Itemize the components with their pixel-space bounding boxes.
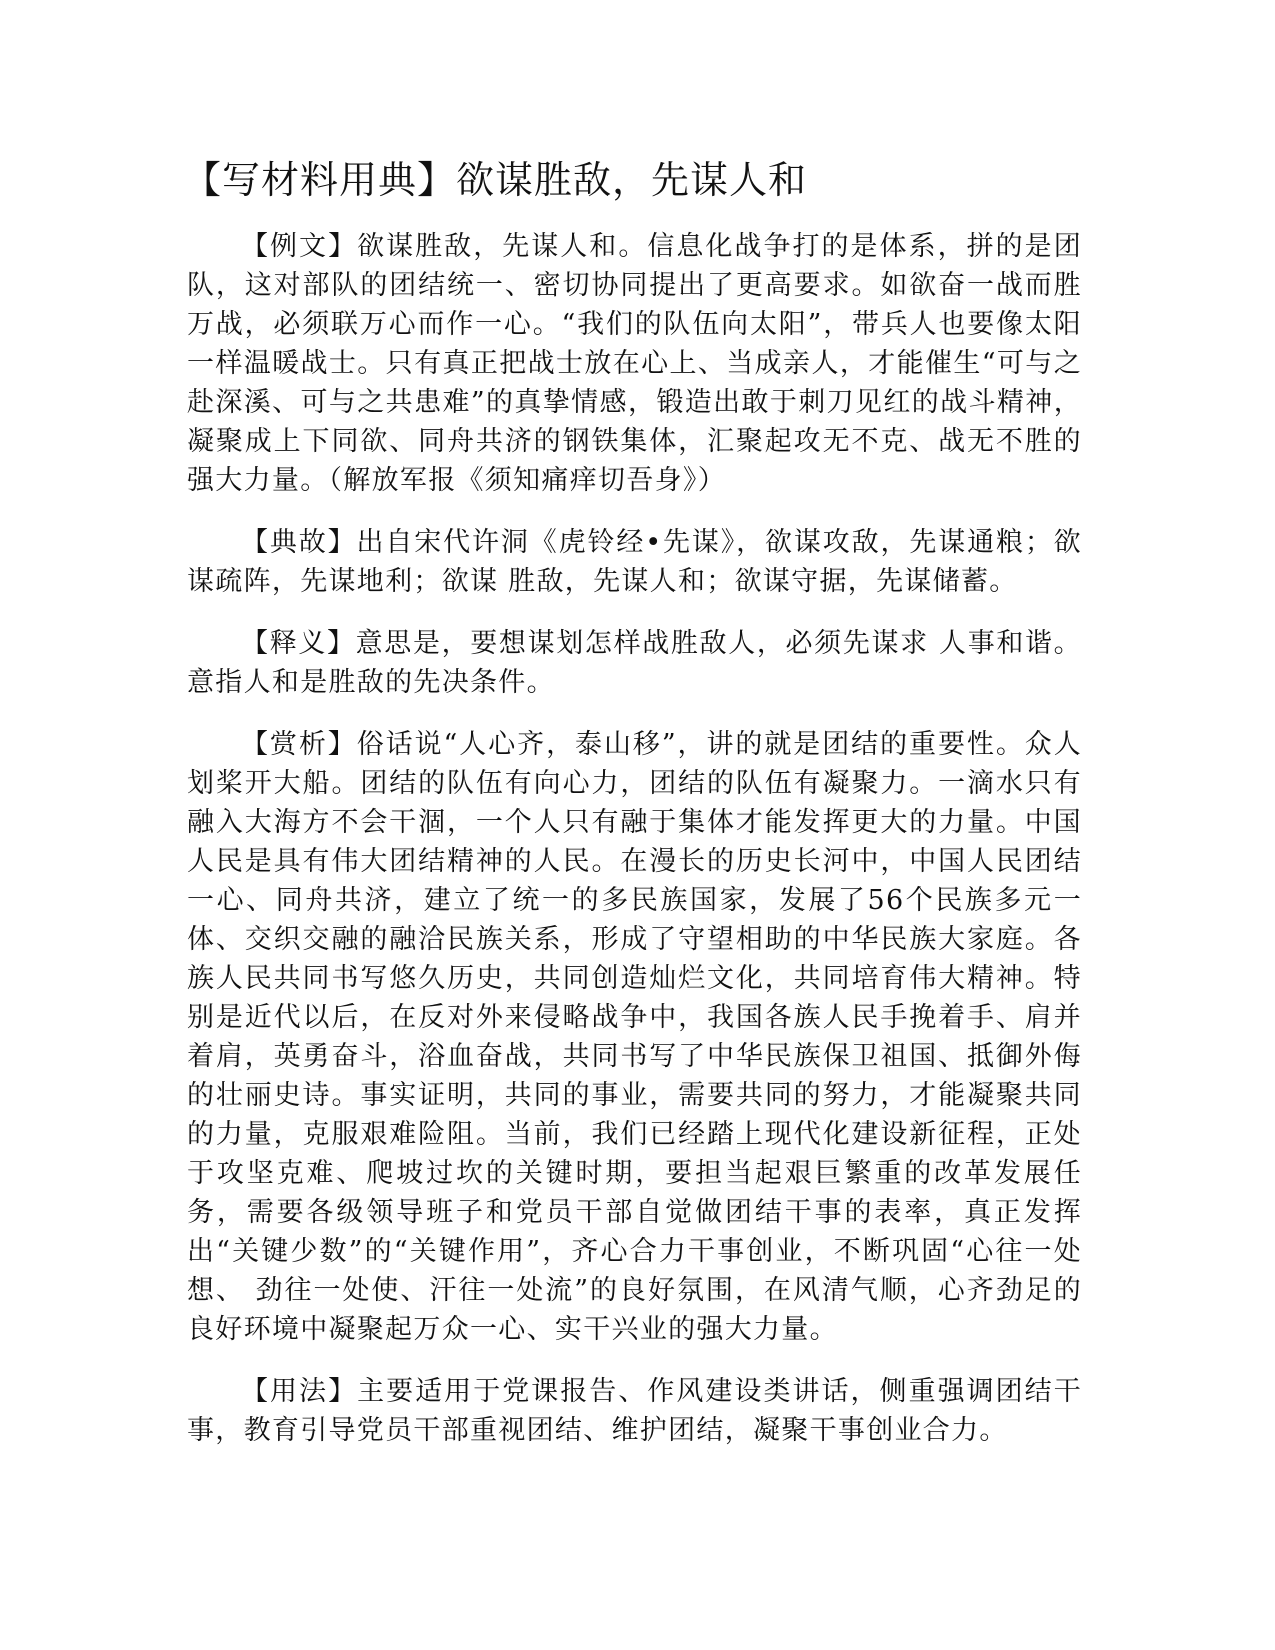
- meaning-paragraph: 【释义】意思是，要想谋划怎样战胜敌人，必须先谋求 人事和谐。意指人和是胜敌的先决条件。: [187, 628, 1082, 698]
- document-title: 【写材料用典】欲谋胜敌，先谋人和: [183, 158, 808, 202]
- example-paragraph: 【例文】欲谋胜敌，先谋人和。信息化战争打的是体系，拼的是团队，这对部队的团结统一、密切协同提出了更高要求。如欲奋一战而胜万战，必须联万心而作一心。“我们的队伍向太阳”，带兵人也要像太阳一样温暖战士。只有真正把战士放在心上、当成亲人，才能催生“可与之赴深溪、可与之共患难”的真挚情感，锻造出敢于刺刀见红的战斗精神，凝聚成上下同欲、同舟共济的钢铁集体，汇聚起攻无不克、战无不胜的强大力量。（解放军报《须知痛痒切吾身》）: [187, 231, 1082, 496]
- usage-paragraph: 【用法】主要适用于党课报告、作风建设类讲话，侧重强调团结干事，教育引导党员干部重视团结、维护团结，凝聚干事创业合力。: [187, 1376, 1082, 1446]
- appreciation-paragraph: 【赏析】俗话说“人心齐，泰山移”，讲的就是团结的重要性。众人划桨开大船。团结的队伍有向心力，团结的队伍有凝聚力。一滴水只有融入大海方不会干涸，一个人只有融于集体才能发挥更大的力量。中国人民是具有伟大团结精神的人民。在漫长的历史长河中，中国人民团结一心、同舟共济，建立了统一的多民族国家，发展了56个民族多元一体、交织交融的融洽民族关系，形成了守望相助的中华民族大家庭。各族人民共同书写悠久历史，共同创造灿烂文化，共同培育伟大精神。特别是近代以后，在反对外来侵略战争中，我国各族人民手挽着手、肩并着肩，英勇奋斗，浴血奋战，共同书写了中华民族保卫祖国、抵御外侮的壮丽史诗。事实证明，共同的事业，需要共同的努力，才能凝聚共同的力量，克服艰难险阻。当前，我们已经踏上现代化建设新征程，正处于攻坚克难、爬坡过坎的关键时期，要担当起艰巨繁重的改革发展任务，需要各级领导班子和党员干部自觉做团结干事的表率，真正发挥出“关键少数”的“关键作用”，齐心合力干事创业，不断巩固“心往一处想、 劲往一处使、汗往一处流”的良好氛围，在风清气顺，心齐劲足的良好环境中凝聚起万众一心、实干兴业的强大力量。: [187, 729, 1082, 1345]
- document-page: [183, 155, 1082, 1473]
- allusion-paragraph: 【典故】出自宋代许洞《虎铃经•先谋》，欲谋攻敌，先谋通粮；欲谋疏阵，先谋地利；欲谋 胜敌，先谋人和；欲谋守据，先谋储蓄。: [187, 527, 1082, 597]
